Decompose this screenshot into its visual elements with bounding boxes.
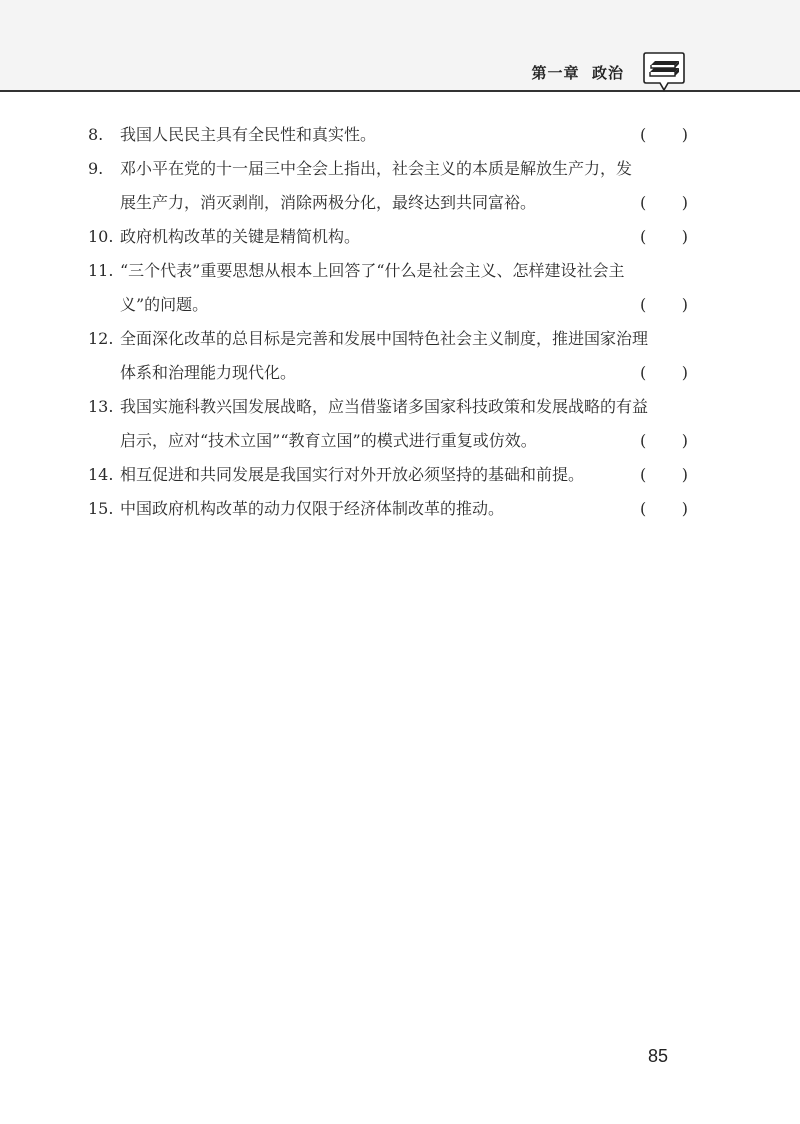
question-text: 展生产力，消灭剥削，消除两极分化，最终达到共同富裕。	[120, 193, 537, 212]
question-item	[88, 152, 688, 186]
question-item-continuation	[88, 356, 688, 390]
question-number: 11.	[88, 261, 114, 280]
question-text: 相互促进和共同发展是我国实行对外开放必须坚持的基础和前提。	[120, 465, 585, 484]
question-number: 13.	[88, 397, 114, 416]
question-text: 义”的问题。	[120, 295, 209, 314]
answer-blank[interactable]: ( )	[640, 125, 688, 144]
question-number: 15.	[88, 499, 114, 518]
question-text: “三个代表”重要思想从根本上回答了“什么是社会主义、怎样建设社会主	[120, 261, 625, 280]
page-number: 85	[648, 1046, 669, 1066]
answer-blank[interactable]: ( )	[640, 431, 688, 450]
question-text: 我国人民民主具有全民性和真实性。	[120, 125, 377, 144]
answer-blank[interactable]: ( )	[640, 193, 688, 212]
book-stack-icon	[642, 50, 686, 92]
question-text: 邓小平在党的十一届三中全会上指出，社会主义的本质是解放生产力，发	[120, 159, 633, 178]
answer-blank[interactable]: ( )	[640, 295, 688, 314]
question-number: 12.	[88, 329, 114, 348]
question-number: 10.	[88, 227, 114, 246]
question-text: 体系和治理能力现代化。	[120, 363, 297, 382]
question-item	[88, 390, 688, 424]
question-text: 启示，应对“技术立国”“教育立国”的模式进行重复或仿效。	[120, 431, 537, 450]
answer-blank[interactable]: ( )	[640, 499, 688, 518]
question-number: 14.	[88, 465, 114, 484]
question-item	[88, 322, 688, 356]
question-text: 中国政府机构改革的动力仅限于经济体制改革的推动。	[120, 499, 505, 518]
question-text: 全面深化改革的总目标是完善和发展中国特色社会主义制度，推进国家治理	[120, 329, 649, 348]
chapter-title: 第一章 政治	[531, 64, 624, 82]
question-item	[88, 220, 688, 254]
question-text: 我国实施科教兴国发展战略，应当借鉴诸多国家科技政策和发展战略的有益	[120, 397, 649, 416]
question-number: 8.	[88, 125, 104, 144]
answer-blank[interactable]: ( )	[640, 363, 688, 382]
question-item	[88, 254, 688, 288]
question-number: 9.	[88, 159, 104, 178]
answer-blank[interactable]: ( )	[640, 227, 688, 246]
answer-blank[interactable]: ( )	[640, 465, 688, 484]
question-item	[88, 458, 688, 492]
question-item	[88, 492, 688, 526]
question-text: 政府机构改革的关键是精简机构。	[120, 227, 361, 246]
question-item-continuation	[88, 288, 688, 322]
question-item-continuation	[88, 186, 688, 220]
question-item-continuation	[88, 424, 688, 458]
question-item	[88, 118, 688, 152]
question-list	[88, 118, 688, 526]
